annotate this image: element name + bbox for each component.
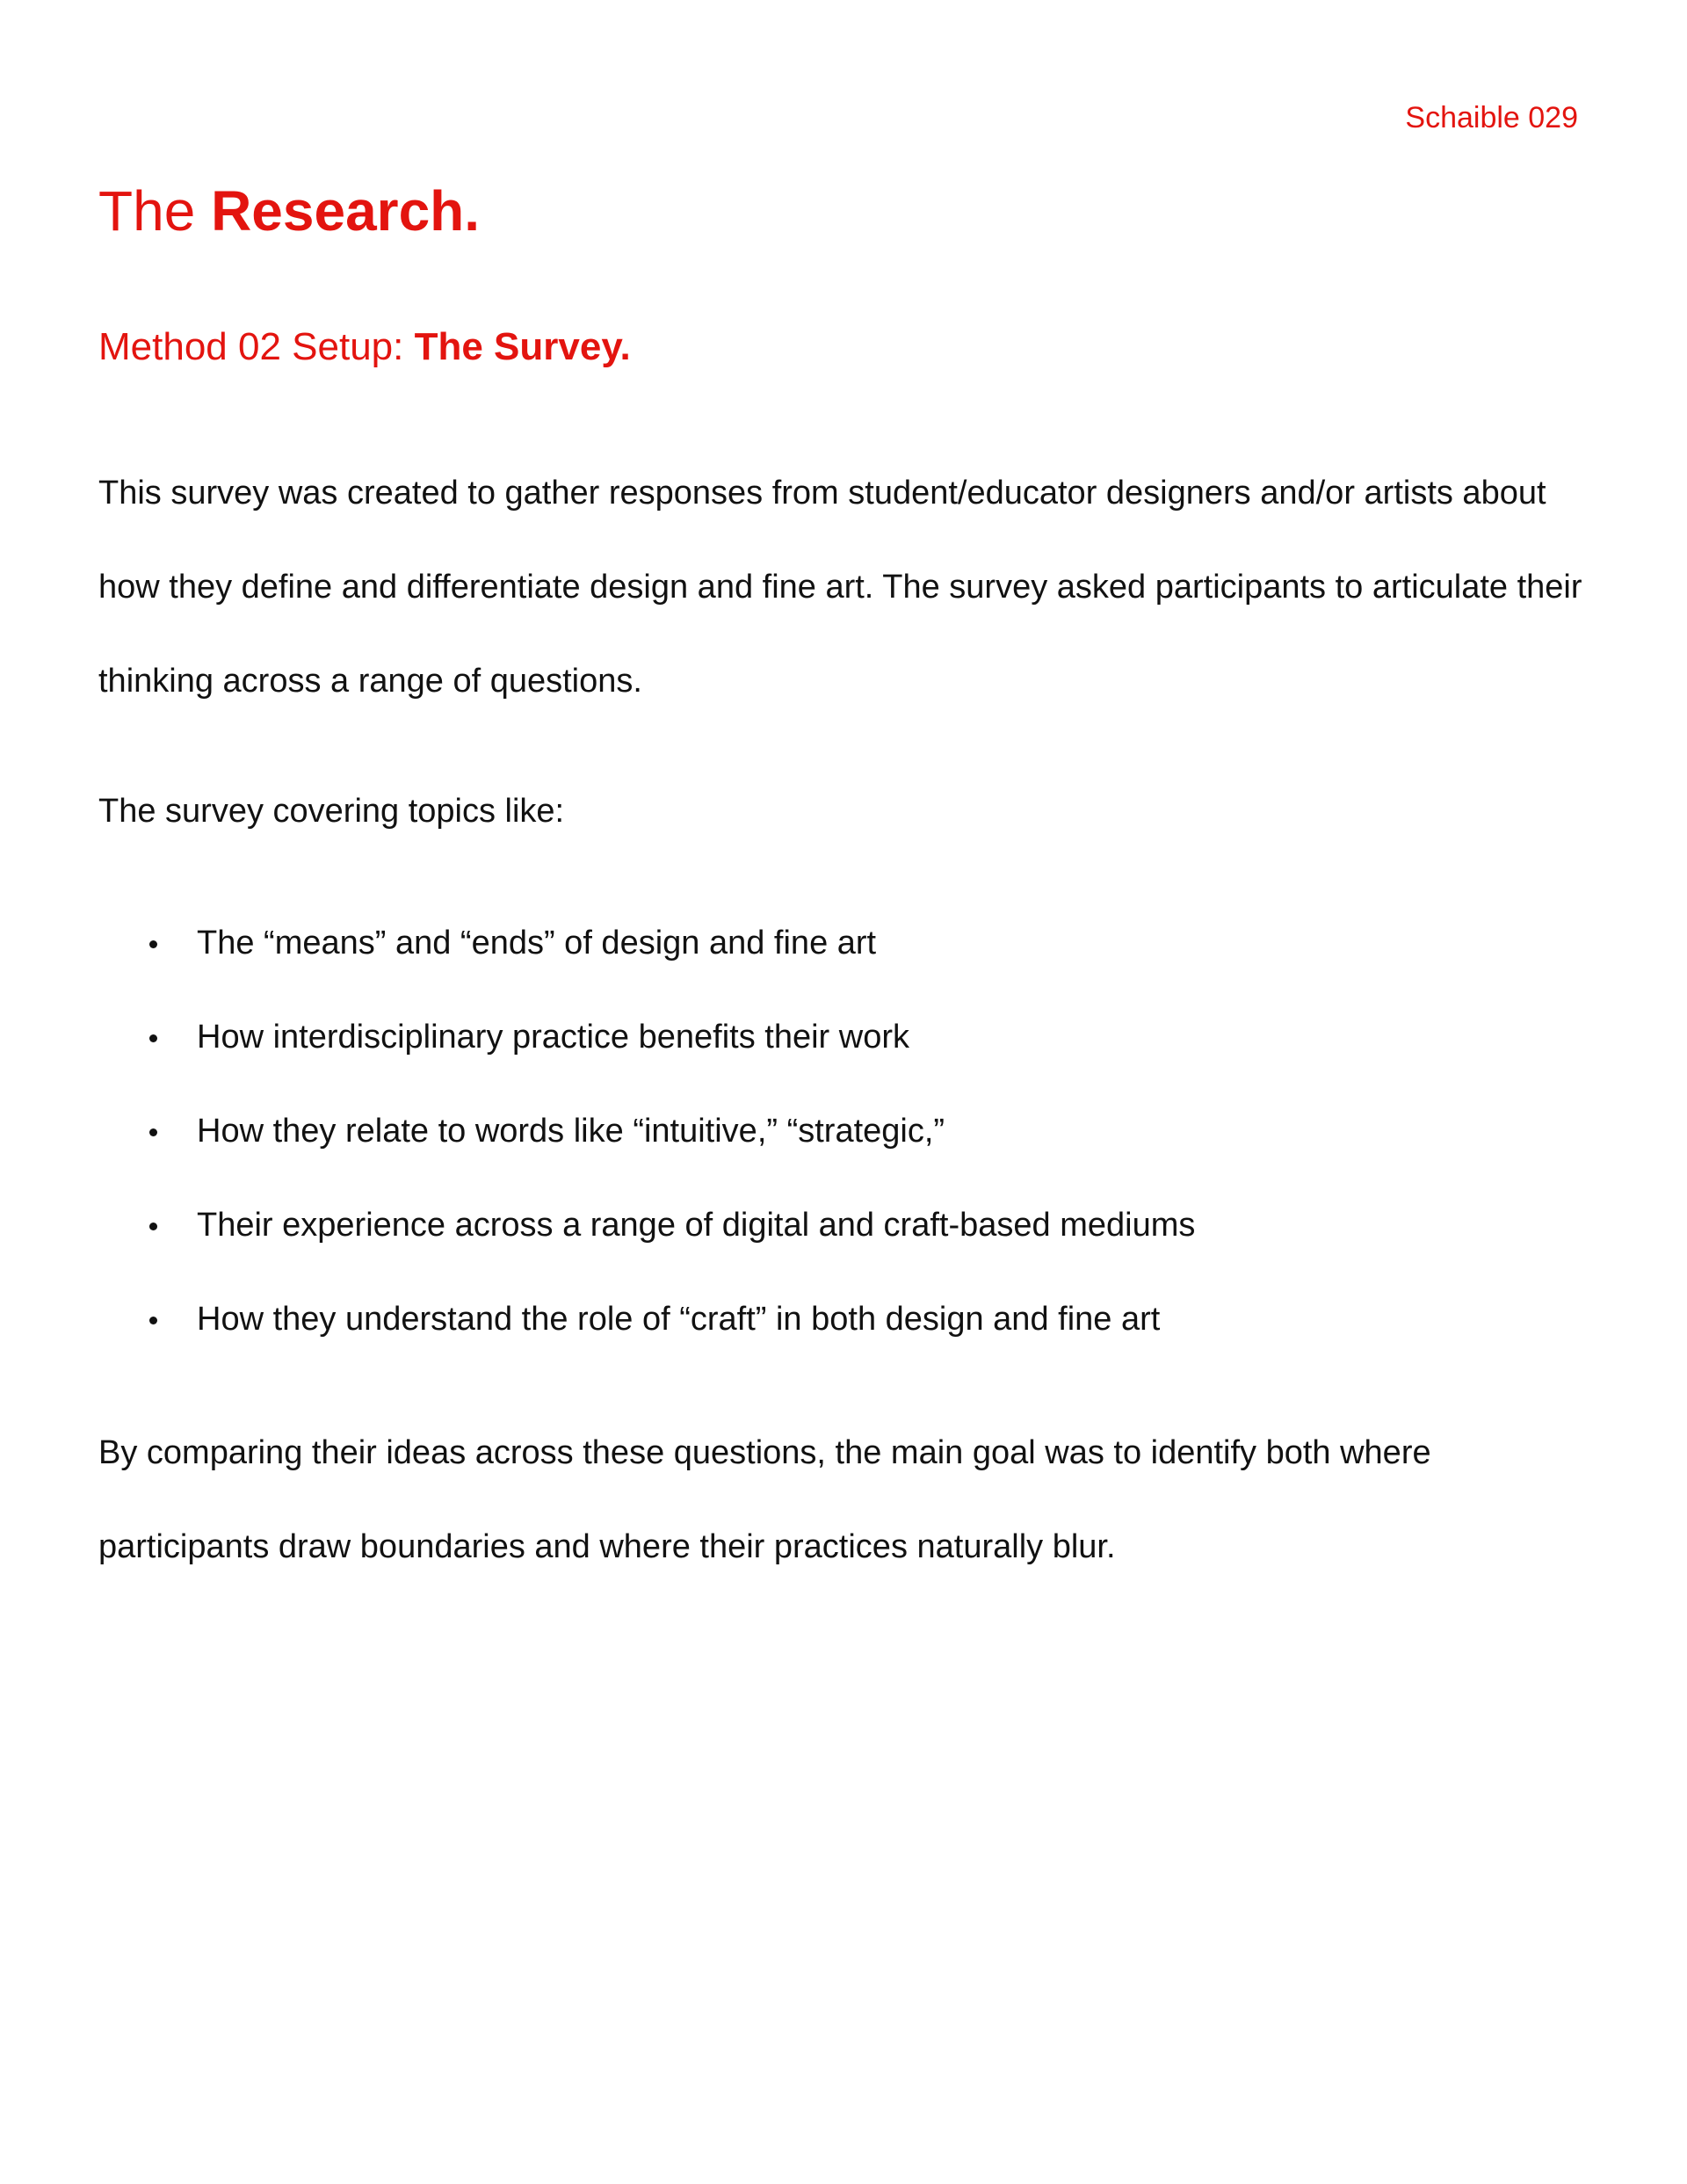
list-item-text: How they understand the role of “craft” in both design and fine art (197, 1301, 1161, 1338)
subtitle-emphasis: The Survey. (414, 325, 631, 368)
topics-lead: The survey covering topics like: (98, 793, 565, 830)
list-item-text: How interdisciplinary practice benefits their work (197, 1019, 909, 1056)
page-reference: Schaible 029 (1405, 101, 1578, 134)
list-item (98, 1085, 1583, 1179)
list-item (98, 990, 1583, 1085)
bullet-icon (149, 1223, 157, 1230)
section-subtitle (98, 323, 631, 371)
list-item (98, 1179, 1583, 1273)
title-prefix: The (98, 179, 212, 243)
list-item-text: How they relate to words like “intuitive,” “strategic,” (197, 1113, 945, 1150)
bullet-icon (149, 1317, 157, 1324)
page-title (98, 178, 480, 244)
bullet-icon (149, 940, 157, 948)
list-item (98, 1273, 1583, 1367)
list-item (98, 896, 1583, 990)
topics-list (98, 896, 1583, 1367)
subtitle-prefix: Method 02 Setup: (98, 325, 415, 368)
bullet-icon (149, 1128, 157, 1136)
intro-paragraph: This survey was created to gather responses from student/educator designers and/or artists about how they define and differentiate design and fine art. The survey asked participants to articulate their thinking across a range of questions. (98, 475, 1582, 700)
title-emphasis: Research. (211, 179, 481, 243)
list-item-text: The “means” and “ends” of design and fine art (197, 925, 877, 961)
conclusion-paragraph: By comparing their ideas across these questions, the main goal was to identify both where participants draw boundaries and where their practices naturally blur. (98, 1434, 1431, 1565)
bullet-icon (149, 1034, 157, 1042)
list-item-text: Their experience across a range of digital and craft-based mediums (197, 1207, 1196, 1244)
